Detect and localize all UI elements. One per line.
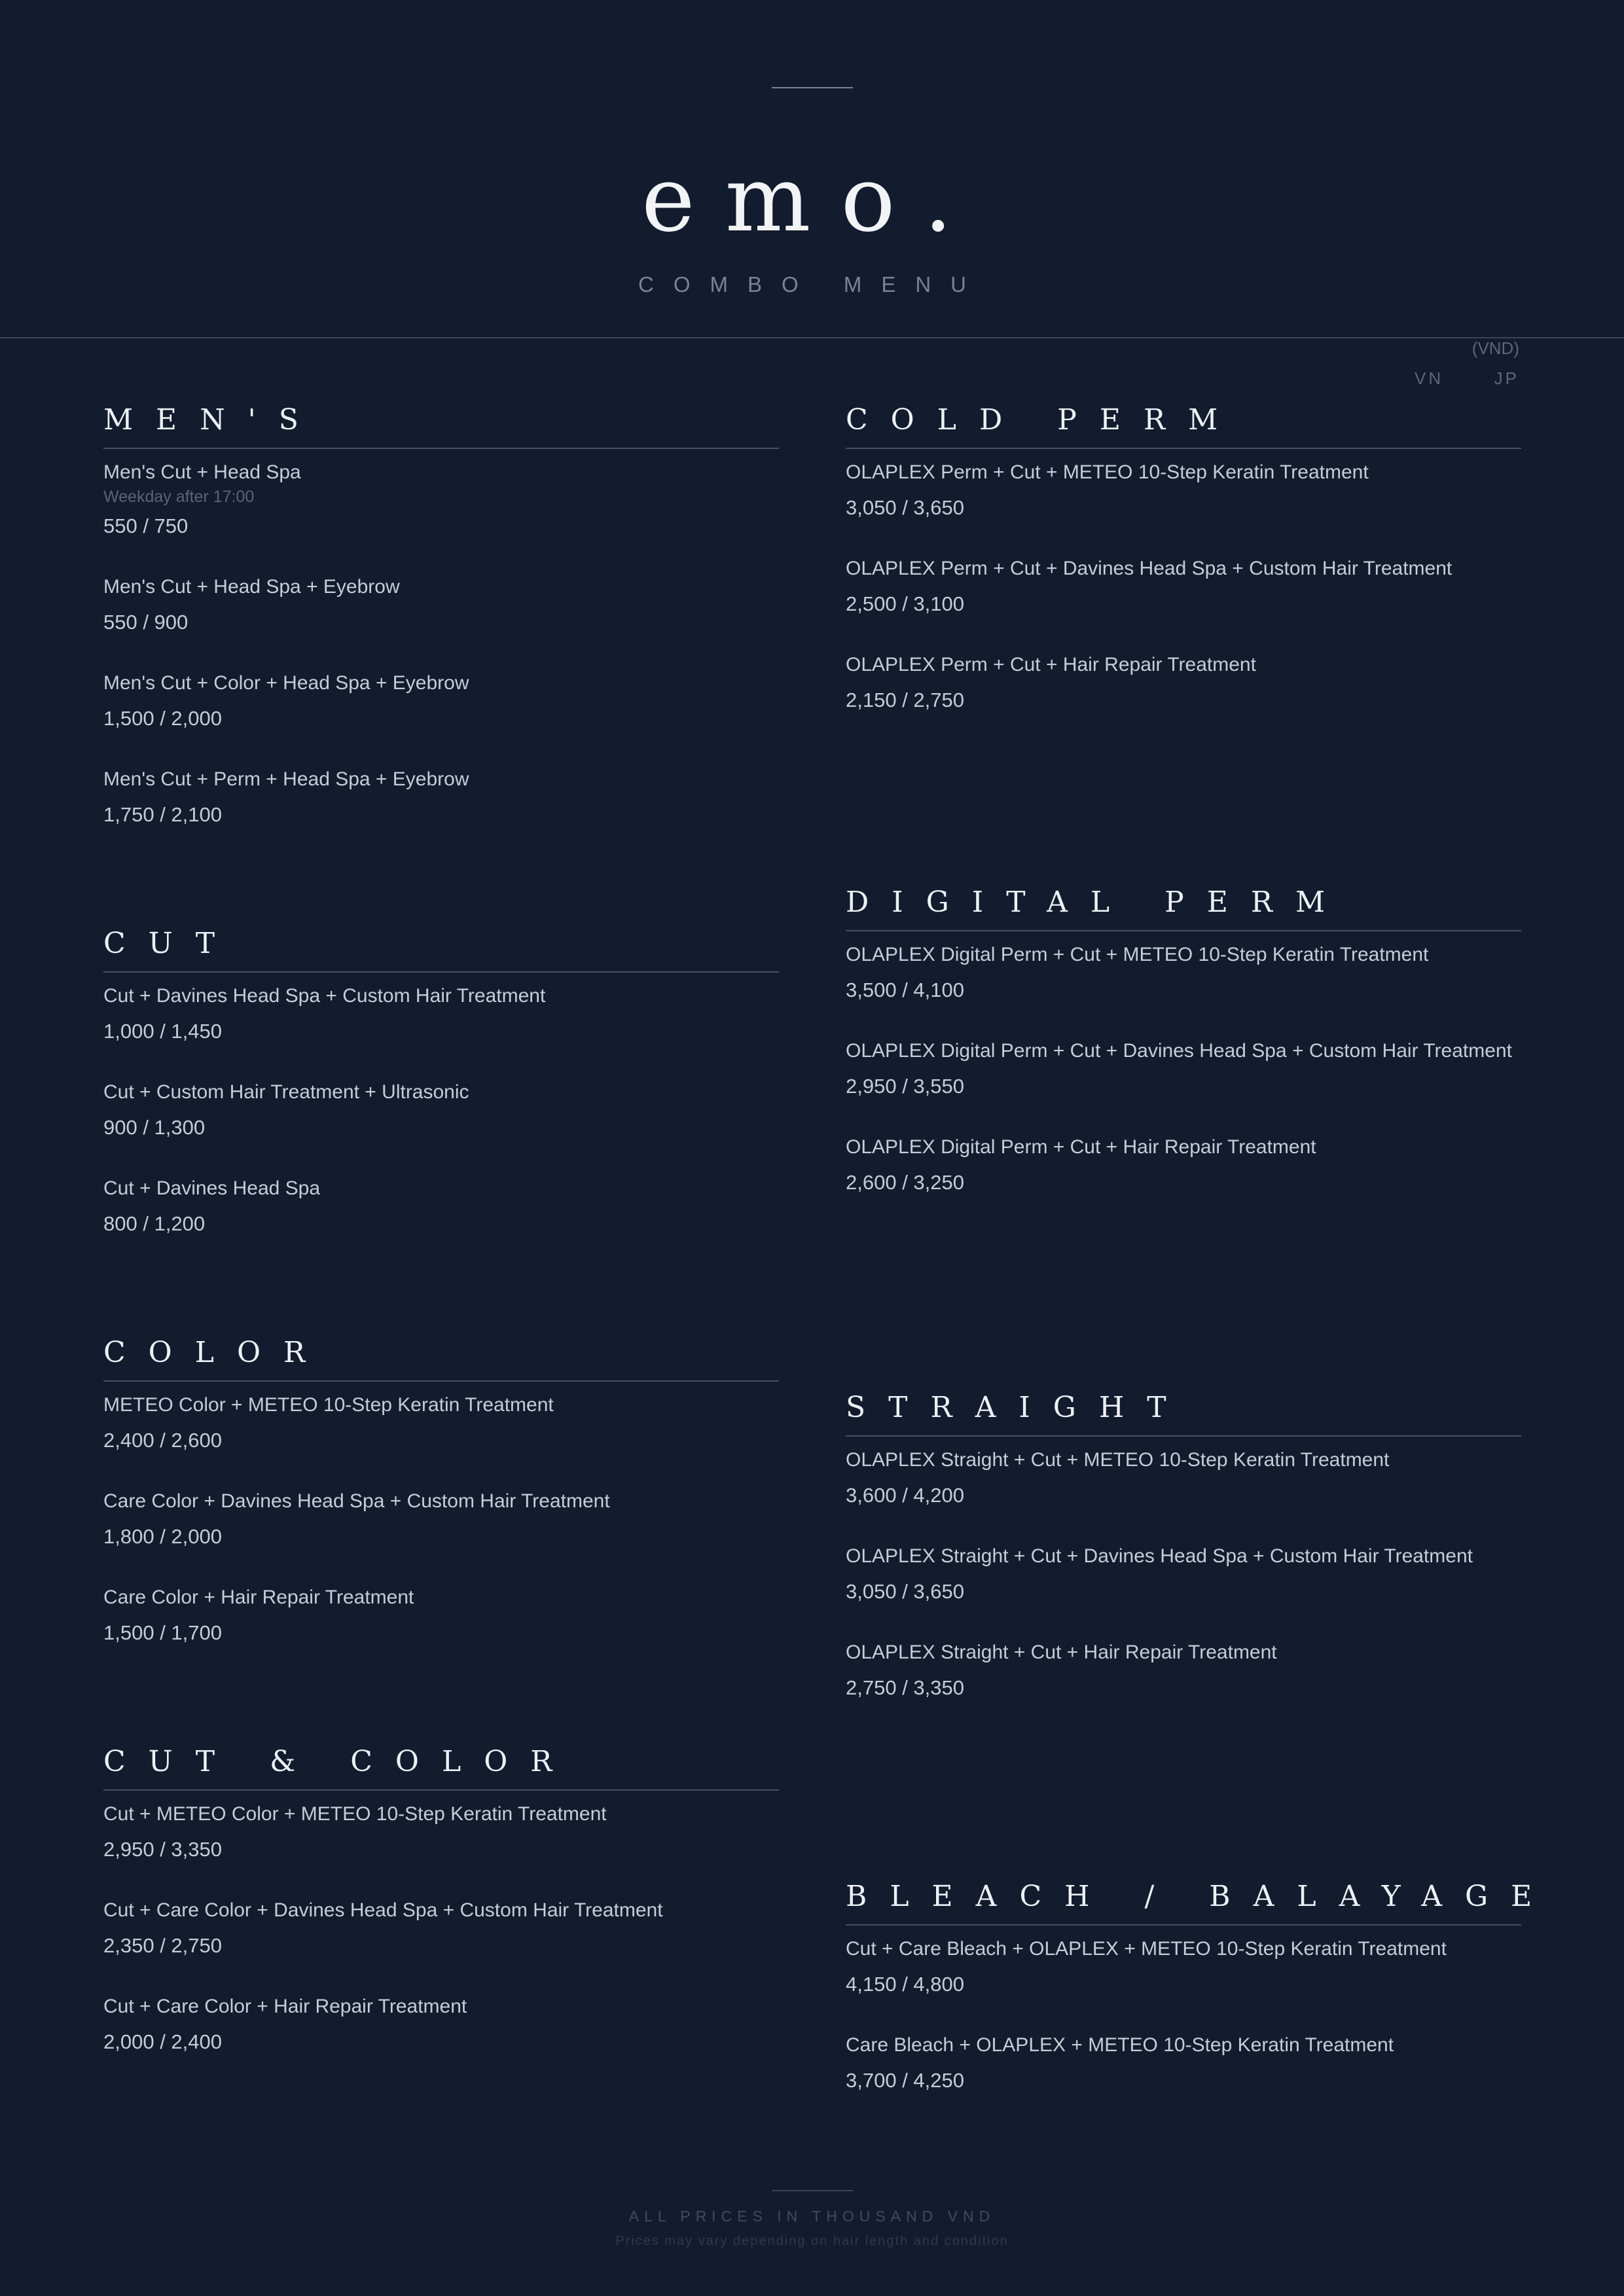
section-cold-perm — [846, 401, 1521, 715]
item-note: Weekday after 17:00 — [103, 488, 255, 506]
item-name: OLAPLEX Digital Perm + Cut + Hair Repair Treatment — [846, 1136, 1316, 1158]
item-price: 2,400 / 2,600 — [103, 1429, 222, 1452]
section-mens — [103, 401, 779, 829]
item-name: OLAPLEX Perm + Cut + METEO 10-Step Keratin Treatment — [846, 461, 1369, 483]
menu-item — [103, 669, 779, 733]
item-price: 2,950 / 3,350 — [103, 1838, 222, 1861]
menu-item — [103, 1391, 779, 1455]
item-price: 550 / 750 — [103, 514, 189, 537]
menu-item — [103, 1583, 779, 1647]
item-name: Cut + Custom Hair Treatment + Ultrasonic — [103, 1081, 469, 1103]
menu-item — [103, 1174, 779, 1238]
item-price: 550 / 900 — [103, 611, 189, 634]
item-price: 2,500 / 3,100 — [846, 592, 964, 615]
item-price: 2,350 / 2,750 — [103, 1934, 222, 1957]
header-top-divider — [772, 87, 853, 88]
item-name: OLAPLEX Digital Perm + Cut + METEO 10-Step Keratin Treatment — [846, 944, 1429, 965]
item-price: 2,150 / 2,750 — [846, 689, 964, 711]
item-price: 3,700 / 4,250 — [846, 2069, 964, 2092]
menu-item — [103, 1078, 779, 1142]
item-name: Men's Cut + Color + Head Spa + Eyebrow — [103, 672, 469, 694]
section-title: DIGITAL PERM — [846, 886, 1348, 919]
item-name: Men's Cut + Perm + Head Spa + Eyebrow — [103, 768, 469, 790]
item-name: Care Color + Davines Head Spa + Custom Hair Treatment — [103, 1490, 610, 1512]
item-name: Men's Cut + Head Spa — [103, 461, 301, 483]
section-title: STRAIGHT — [846, 1391, 1189, 1424]
item-price: 2,600 / 3,250 — [846, 1171, 964, 1194]
section-title: BLEACH / BALAYAGE — [846, 1880, 1555, 1913]
item-name: Cut + Care Color + Hair Repair Treatment — [103, 1996, 467, 2017]
menu-item — [103, 1487, 779, 1551]
price-label-jp: JP — [1494, 368, 1519, 388]
item-price: 800 / 1,200 — [103, 1212, 206, 1235]
item-name: OLAPLEX Straight + Cut + METEO 10-Step Keratin Treatment — [846, 1449, 1390, 1471]
item-name: OLAPLEX Straight + Cut + Hair Repair Treatment — [846, 1641, 1277, 1663]
menu-item — [846, 2031, 1521, 2095]
menu-item — [103, 1800, 779, 1864]
currency-unit: (VND) — [1471, 338, 1519, 358]
item-price: 1,500 / 2,000 — [103, 707, 222, 730]
section-title: CUT & COLOR — [103, 1745, 575, 1778]
item-price: 1,750 / 2,100 — [103, 803, 222, 826]
footer-disclaimer: Prices may vary depending on hair length and condition — [615, 2234, 1009, 2248]
footer-divider — [772, 2190, 853, 2191]
item-price: 900 / 1,300 — [103, 1116, 206, 1139]
item-name: OLAPLEX Perm + Cut + Hair Repair Treatment — [846, 654, 1256, 675]
menu-item — [103, 1992, 779, 2056]
menu-item — [103, 458, 779, 541]
price-label-vn: VN — [1415, 368, 1444, 388]
menu-item — [846, 554, 1521, 619]
section-color — [103, 1333, 779, 1647]
item-name: Cut + Care Bleach + OLAPLEX + METEO 10-Step Keratin Treatment — [846, 1938, 1447, 1960]
menu-item — [846, 1935, 1521, 1999]
item-price: 1,500 / 1,700 — [103, 1621, 222, 1644]
section-cut — [103, 924, 779, 1238]
item-name: Care Bleach + OLAPLEX + METEO 10-Step Keratin Treatment — [846, 2034, 1394, 2056]
menu-item — [846, 1446, 1521, 1510]
section-cut-color — [103, 1742, 779, 2056]
item-name: Care Color + Hair Repair Treatment — [103, 1587, 414, 1608]
brand-logo: emo. — [641, 147, 983, 252]
item-name: Cut + Davines Head Spa + Custom Hair Treatment — [103, 985, 546, 1007]
item-name: Men's Cut + Head Spa + Eyebrow — [103, 576, 400, 598]
item-price: 1,000 / 1,450 — [103, 1020, 222, 1043]
item-name: OLAPLEX Perm + Cut + Davines Head Spa + Custom Hair Treatment — [846, 558, 1453, 579]
menu-subtitle: COMBO MENU — [638, 272, 986, 296]
section-title: CUT — [103, 927, 238, 960]
section-straight — [846, 1388, 1521, 1702]
item-name: OLAPLEX Straight + Cut + Davines Head Spa + Custom Hair Treatment — [846, 1545, 1473, 1567]
item-name: Cut + Care Color + Davines Head Spa + Custom Hair Treatment — [103, 1899, 663, 1921]
item-price: 2,750 / 3,350 — [846, 1676, 964, 1699]
menu-item — [846, 1638, 1521, 1702]
item-price: 3,500 / 4,100 — [846, 978, 964, 1001]
menu-item — [846, 941, 1521, 1005]
item-price: 2,000 / 2,400 — [103, 2030, 222, 2053]
menu-item — [846, 1133, 1521, 1197]
menu-item — [103, 765, 779, 829]
menu-item — [846, 1037, 1521, 1101]
item-name: Cut + METEO Color + METEO 10-Step Keratin Treatment — [103, 1803, 607, 1825]
menu-item — [846, 458, 1521, 522]
item-price: 4,150 / 4,800 — [846, 1973, 964, 1996]
menu-item — [103, 1896, 779, 1960]
item-name: Cut + Davines Head Spa — [103, 1177, 321, 1199]
section-title: MEN'S — [103, 403, 321, 437]
item-price: 2,950 / 3,550 — [846, 1075, 964, 1098]
item-price: 3,050 / 3,650 — [846, 1580, 964, 1603]
section-bleach-balayage — [846, 1877, 1555, 2095]
item-price: 1,800 / 2,000 — [103, 1525, 222, 1548]
item-name: METEO Color + METEO 10-Step Keratin Treatment — [103, 1394, 554, 1416]
item-name: OLAPLEX Digital Perm + Cut + Davines Head Spa + Custom Hair Treatment — [846, 1040, 1512, 1062]
section-title: COLD PERM — [846, 403, 1241, 437]
section-title: COLOR — [103, 1336, 329, 1369]
footer-note: ALL PRICES IN THOUSAND VND — [628, 2208, 996, 2225]
menu-item — [103, 982, 779, 1046]
menu-item — [846, 1542, 1521, 1606]
currency-legend — [1323, 335, 1519, 391]
item-price: 3,050 / 3,650 — [846, 496, 964, 519]
menu-item — [103, 573, 779, 637]
item-price: 3,600 / 4,200 — [846, 1484, 964, 1507]
section-digital-perm — [846, 883, 1521, 1197]
menu-item — [846, 651, 1521, 715]
